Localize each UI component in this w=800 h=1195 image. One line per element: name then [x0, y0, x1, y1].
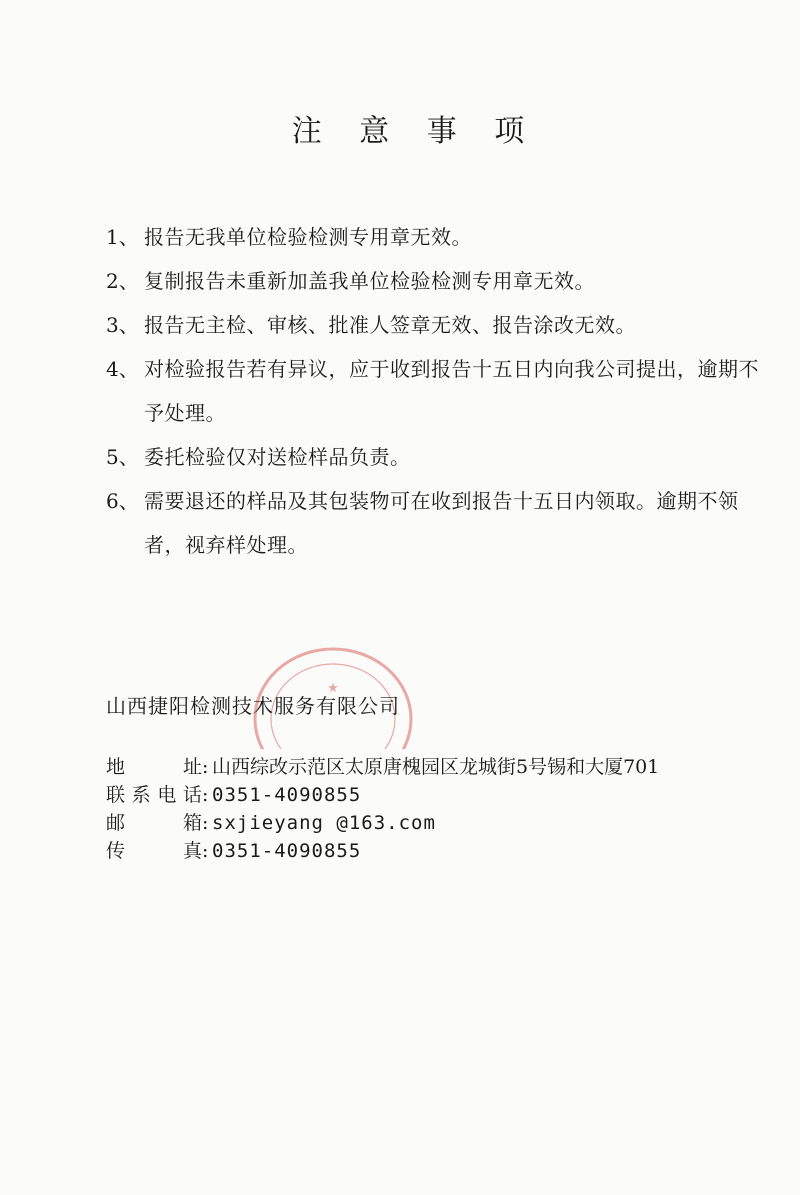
notice-text: 报告无我单位检验检测专用章无效。 [144, 225, 472, 249]
notice-text: 对检验报告若有异议，应于收到报告十五日内向我公司提出，逾期不予处理。 [144, 357, 759, 425]
notice-item [106, 259, 766, 303]
notice-item [106, 479, 766, 567]
notice-list [106, 215, 766, 567]
seal-star-icon: ★ [327, 681, 339, 696]
email-label: 邮箱 [106, 812, 202, 834]
notice-text: 报告无主检、审核、批准人签章无效、报告涂改无效。 [144, 313, 636, 337]
contact-address-row: 地址 : 山西综改示范区太原唐槐园区龙城街5号锡和大厦701 [106, 753, 659, 781]
notice-item [106, 303, 766, 347]
page-title: 注 意 事 项 [291, 114, 539, 149]
notice-number: 6、 [106, 489, 139, 513]
notice-text: 委托检验仅对送检样品负责。 [144, 445, 411, 469]
address-label: 地址 [106, 756, 202, 778]
notice-number: 2、 [106, 269, 139, 293]
phone-value: 0351-4090855 [212, 784, 362, 806]
notice-text: 需要退还的样品及其包装物可在收到报告十五日内领取。逾期不领者，视弃样处理。 [144, 489, 739, 557]
contact-block [106, 753, 659, 865]
contact-phone-row: 联系电话 : 0351-4090855 [106, 781, 659, 809]
notice-number: 1、 [106, 225, 139, 249]
contact-fax-row: 传真 : 0351-4090855 [106, 837, 659, 865]
notice-number: 5、 [106, 445, 139, 469]
email-value: sxjieyang @163.com [212, 812, 436, 834]
notice-item [106, 435, 766, 479]
fax-value: 0351-4090855 [212, 840, 362, 862]
company-seal-stamp [248, 624, 418, 749]
contact-email-row: 邮箱 : sxjieyang @163.com [106, 809, 659, 837]
address-value: 山西综改示范区太原唐槐园区龙城街5号锡和大厦701 [212, 756, 660, 778]
phone-label: 联系电话 [106, 784, 202, 806]
notice-number: 3、 [106, 313, 139, 337]
notice-text: 复制报告未重新加盖我单位检验检测专用章无效。 [144, 269, 595, 293]
notice-item [106, 347, 766, 435]
company-name: 山西捷阳检测技术服务有限公司 [106, 694, 400, 718]
notice-item [106, 215, 766, 259]
notice-number: 4、 [106, 357, 139, 381]
fax-label: 传真 [106, 840, 202, 862]
